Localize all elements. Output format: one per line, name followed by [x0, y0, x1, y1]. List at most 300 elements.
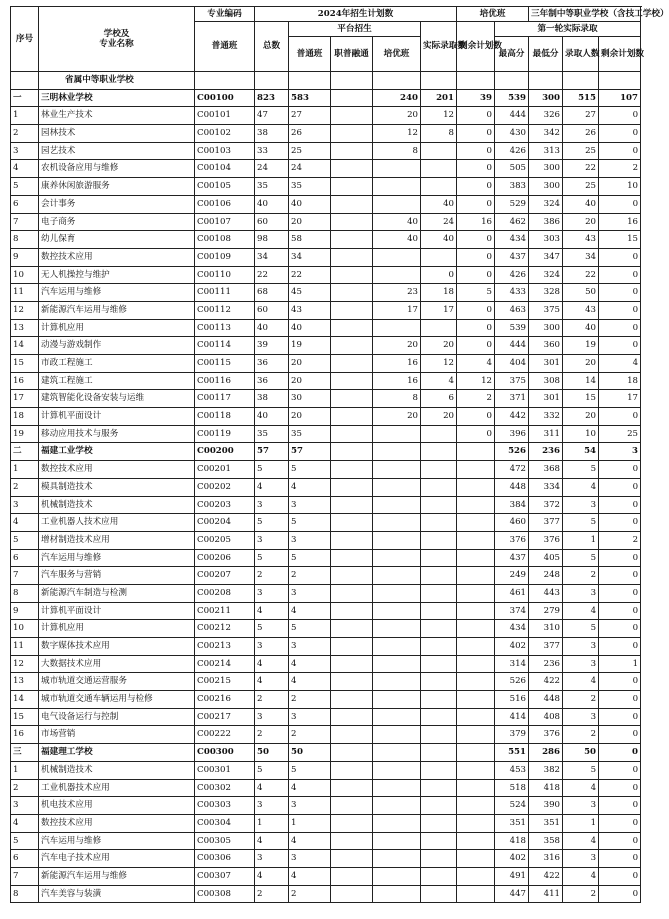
- training-actual: 40: [421, 195, 457, 213]
- major-code: C00215: [195, 673, 255, 691]
- table-row: [11, 602, 641, 620]
- major-name: 汽车服务与营销: [39, 567, 195, 585]
- remaining-plan: 0: [599, 337, 641, 355]
- plan-training: [373, 797, 421, 815]
- training-remaining: [457, 567, 495, 585]
- score-min: 334: [529, 478, 563, 496]
- plan-vocational: [331, 266, 373, 284]
- table-row: [11, 284, 641, 302]
- score-min: 310: [529, 620, 563, 638]
- row-index: 3: [11, 496, 39, 514]
- remaining-plan: 2: [599, 160, 641, 178]
- table-row: [11, 584, 641, 602]
- plan-training: [373, 584, 421, 602]
- training-remaining: 0: [457, 337, 495, 355]
- plan-normal: 5: [289, 461, 331, 479]
- training-actual: [421, 885, 457, 903]
- major-name: 康养休闲旅游服务: [39, 178, 195, 196]
- plan-vocational: [331, 814, 373, 832]
- enrolled-count: 2: [563, 567, 599, 585]
- plan-total: 5: [255, 620, 289, 638]
- training-actual: [421, 584, 457, 602]
- score-max: 526: [495, 443, 529, 461]
- enrolled-count: 2: [563, 726, 599, 744]
- row-index: 5: [11, 178, 39, 196]
- remaining-plan: 0: [599, 567, 641, 585]
- table-row: [11, 832, 641, 850]
- remaining-plan: 0: [599, 673, 641, 691]
- major-name: 数控技术应用: [39, 461, 195, 479]
- major-code: C00114: [195, 337, 255, 355]
- row-index: 6: [11, 195, 39, 213]
- plan-vocational: [331, 107, 373, 125]
- row-index: 14: [11, 691, 39, 709]
- training-actual: 0: [421, 266, 457, 284]
- plan-training: 8: [373, 390, 421, 408]
- score-min: 328: [529, 284, 563, 302]
- plan-total: 1: [255, 814, 289, 832]
- enrolled-count: 4: [563, 832, 599, 850]
- plan-total: 5: [255, 514, 289, 532]
- remaining-plan: 0: [599, 461, 641, 479]
- plan-normal: 5: [289, 620, 331, 638]
- major-code: C00116: [195, 372, 255, 390]
- major-name: 汽车运用与维修: [39, 832, 195, 850]
- training-actual: [421, 478, 457, 496]
- training-remaining: [457, 779, 495, 797]
- remaining-plan: 0: [599, 691, 641, 709]
- major-name: 新能源汽车制造与检测: [39, 584, 195, 602]
- enrolled-count: 2: [563, 885, 599, 903]
- training-remaining: [457, 443, 495, 461]
- enrolled-count: 15: [563, 390, 599, 408]
- major-code: C00206: [195, 549, 255, 567]
- plan-normal: 3: [289, 850, 331, 868]
- score-max: 437: [495, 549, 529, 567]
- score-max: 375: [495, 372, 529, 390]
- remaining-plan: 0: [599, 301, 641, 319]
- plan-vocational: [331, 372, 373, 390]
- score-min: 248: [529, 567, 563, 585]
- plan-vocational: [331, 461, 373, 479]
- score-min: 351: [529, 814, 563, 832]
- training-actual: 20: [421, 408, 457, 426]
- remaining-plan: 0: [599, 761, 641, 779]
- table-row: [11, 125, 641, 143]
- remaining-plan: 0: [599, 620, 641, 638]
- plan-vocational: [331, 425, 373, 443]
- row-index: 5: [11, 531, 39, 549]
- plan-training: [373, 655, 421, 673]
- training-actual: [421, 178, 457, 196]
- row-index: 2: [11, 478, 39, 496]
- score-max: 418: [495, 832, 529, 850]
- training-actual: [421, 514, 457, 532]
- plan-training: [373, 779, 421, 797]
- major-name: 新能源汽车运用与维修: [39, 301, 195, 319]
- training-actual: [421, 744, 457, 762]
- score-min: 300: [529, 319, 563, 337]
- row-index: 15: [11, 355, 39, 373]
- plan-normal: 20: [289, 372, 331, 390]
- training-remaining: 0: [457, 408, 495, 426]
- table-row: [11, 620, 641, 638]
- remaining-plan: 18: [599, 372, 641, 390]
- enrolled-count: 3: [563, 496, 599, 514]
- major-code: C00204: [195, 514, 255, 532]
- training-actual: 24: [421, 213, 457, 231]
- plan-total: 3: [255, 797, 289, 815]
- score-min: 316: [529, 850, 563, 868]
- table-row: [11, 691, 641, 709]
- score-max: 472: [495, 461, 529, 479]
- score-min: 300: [529, 178, 563, 196]
- table-row: [11, 867, 641, 885]
- plan-normal: 20: [289, 213, 331, 231]
- table-row: [11, 496, 641, 514]
- plan-total: 4: [255, 867, 289, 885]
- score-min: 300: [529, 160, 563, 178]
- table-row: [11, 514, 641, 532]
- plan-training: [373, 496, 421, 514]
- training-remaining: 0: [457, 142, 495, 160]
- score-min: 390: [529, 797, 563, 815]
- major-name: 市政工程施工: [39, 355, 195, 373]
- major-code: C00102: [195, 125, 255, 143]
- plan-total: 39: [255, 337, 289, 355]
- training-actual: [421, 691, 457, 709]
- table-row: [11, 797, 641, 815]
- header-code-sub: 普通班: [195, 22, 255, 72]
- major-name: 幼儿保育: [39, 231, 195, 249]
- score-min: 311: [529, 425, 563, 443]
- training-remaining: 0: [457, 160, 495, 178]
- plan-vocational: [331, 231, 373, 249]
- major-name: 福建理工学校: [39, 744, 195, 762]
- remaining-plan: 15: [599, 231, 641, 249]
- score-min: 376: [529, 531, 563, 549]
- major-name: 园艺技术: [39, 142, 195, 160]
- enrolled-count: 22: [563, 160, 599, 178]
- plan-total: 36: [255, 355, 289, 373]
- plan-normal: 34: [289, 248, 331, 266]
- plan-vocational: [331, 655, 373, 673]
- plan-total: 4: [255, 602, 289, 620]
- training-actual: [421, 779, 457, 797]
- enrolled-count: 43: [563, 231, 599, 249]
- row-index: 8: [11, 584, 39, 602]
- plan-vocational: [331, 602, 373, 620]
- plan-normal: 4: [289, 673, 331, 691]
- table-row: [11, 142, 641, 160]
- table-row: [11, 372, 641, 390]
- enrolled-count: 20: [563, 408, 599, 426]
- major-code: C00208: [195, 584, 255, 602]
- header-plan-group: 2024年招生计划数: [255, 7, 457, 22]
- header-platform: 平台招生: [289, 22, 421, 37]
- score-max: 371: [495, 390, 529, 408]
- training-actual: 8: [421, 125, 457, 143]
- row-index: 16: [11, 372, 39, 390]
- plan-vocational: [331, 726, 373, 744]
- enrolled-count: 515: [563, 89, 599, 107]
- row-index: 18: [11, 408, 39, 426]
- training-actual: [421, 832, 457, 850]
- row-index: 8: [11, 231, 39, 249]
- major-name: 数控技术应用: [39, 248, 195, 266]
- table-row: [11, 478, 641, 496]
- training-actual: [421, 549, 457, 567]
- plan-vocational: [331, 832, 373, 850]
- row-index: 10: [11, 266, 39, 284]
- plan-vocational: [331, 867, 373, 885]
- score-min: 360: [529, 337, 563, 355]
- table-row: [11, 531, 641, 549]
- score-min: 300: [529, 89, 563, 107]
- major-name: 数控技术应用: [39, 814, 195, 832]
- score-max: 463: [495, 301, 529, 319]
- remaining-plan: 0: [599, 319, 641, 337]
- row-index: 二: [11, 443, 39, 461]
- score-min: 326: [529, 107, 563, 125]
- plan-training: [373, 814, 421, 832]
- score-max: 516: [495, 691, 529, 709]
- plan-training: 17: [373, 301, 421, 319]
- header-round-group: 三年制中等职业学校（含技工学校）: [529, 7, 641, 22]
- plan-training: 8: [373, 142, 421, 160]
- enrolled-count: 27: [563, 107, 599, 125]
- plan-total: 3: [255, 708, 289, 726]
- major-name: 计算机平面设计: [39, 602, 195, 620]
- training-actual: 4: [421, 372, 457, 390]
- plan-normal: 4: [289, 832, 331, 850]
- row-index: 12: [11, 301, 39, 319]
- plan-training: 16: [373, 372, 421, 390]
- row-index: 一: [11, 89, 39, 107]
- score-min: 377: [529, 638, 563, 656]
- remaining-plan: 0: [599, 248, 641, 266]
- major-code: C00212: [195, 620, 255, 638]
- plan-training: [373, 514, 421, 532]
- plan-vocational: [331, 673, 373, 691]
- plan-total: 35: [255, 178, 289, 196]
- plan-normal: 4: [289, 655, 331, 673]
- table-body: [11, 72, 641, 903]
- remaining-plan: 0: [599, 602, 641, 620]
- score-max: 404: [495, 355, 529, 373]
- header-rest: 剩余计划数: [599, 37, 641, 72]
- plan-training: 240: [373, 89, 421, 107]
- plan-training: [373, 673, 421, 691]
- plan-normal: 25: [289, 142, 331, 160]
- score-max: 460: [495, 514, 529, 532]
- score-max: 437: [495, 248, 529, 266]
- major-code: C00207: [195, 567, 255, 585]
- enrolled-count: 4: [563, 602, 599, 620]
- remaining-plan: 0: [599, 284, 641, 302]
- training-remaining: 0: [457, 301, 495, 319]
- plan-normal: 19: [289, 337, 331, 355]
- score-max: 461: [495, 584, 529, 602]
- major-code: C00308: [195, 885, 255, 903]
- plan-vocational: [331, 390, 373, 408]
- table-row: [11, 248, 641, 266]
- plan-normal: 3: [289, 531, 331, 549]
- plan-normal: 4: [289, 867, 331, 885]
- header-round-sub: 第一轮实际录取: [495, 22, 641, 37]
- score-min: 372: [529, 496, 563, 514]
- table-row: [11, 107, 641, 125]
- row-index: 11: [11, 638, 39, 656]
- training-actual: [421, 160, 457, 178]
- plan-total: 5: [255, 549, 289, 567]
- remaining-plan: 0: [599, 638, 641, 656]
- training-remaining: [457, 832, 495, 850]
- plan-vocational: [331, 638, 373, 656]
- plan-vocational: [331, 850, 373, 868]
- remaining-plan: 0: [599, 478, 641, 496]
- training-actual: [421, 602, 457, 620]
- remaining-plan: 0: [599, 814, 641, 832]
- table-row: [11, 213, 641, 231]
- header-code-group: 专业编码: [195, 7, 255, 22]
- score-max: 383: [495, 178, 529, 196]
- remaining-plan: 0: [599, 726, 641, 744]
- plan-training: [373, 691, 421, 709]
- major-code: C00302: [195, 779, 255, 797]
- training-actual: [421, 638, 457, 656]
- plan-total: 2: [255, 726, 289, 744]
- table-row: [11, 231, 641, 249]
- major-name: 模具制造技术: [39, 478, 195, 496]
- training-remaining: [457, 867, 495, 885]
- plan-total: 36: [255, 372, 289, 390]
- plan-vocational: [331, 142, 373, 160]
- score-min: 313: [529, 142, 563, 160]
- major-name: 数字媒体技术应用: [39, 638, 195, 656]
- plan-total: 35: [255, 425, 289, 443]
- table-row: [11, 461, 641, 479]
- row-index: 7: [11, 867, 39, 885]
- major-name: 建筑工程施工: [39, 372, 195, 390]
- enrolled-count: 50: [563, 744, 599, 762]
- row-index: 1: [11, 761, 39, 779]
- enrolled-count: 34: [563, 248, 599, 266]
- header-school-major: 学校及 专业名称: [39, 7, 195, 72]
- training-remaining: [457, 531, 495, 549]
- training-actual: 6: [421, 390, 457, 408]
- major-name: 电气设备运行与控制: [39, 708, 195, 726]
- training-actual: 20: [421, 337, 457, 355]
- plan-total: 40: [255, 195, 289, 213]
- training-remaining: [457, 726, 495, 744]
- table-row: [11, 708, 641, 726]
- plan-normal: 5: [289, 761, 331, 779]
- enrolled-count: 4: [563, 779, 599, 797]
- score-min: 236: [529, 443, 563, 461]
- plan-total: 38: [255, 390, 289, 408]
- plan-training: 20: [373, 337, 421, 355]
- header-max: 最高分: [495, 37, 529, 72]
- major-name: 市场营销: [39, 726, 195, 744]
- training-remaining: 0: [457, 425, 495, 443]
- training-remaining: [457, 708, 495, 726]
- header-enrolled: 录取人数: [563, 37, 599, 72]
- enrolled-count: 5: [563, 620, 599, 638]
- enrolled-count: 3: [563, 850, 599, 868]
- table-row: [11, 178, 641, 196]
- row-index: 4: [11, 814, 39, 832]
- table-row: [11, 814, 641, 832]
- training-remaining: 0: [457, 178, 495, 196]
- training-remaining: [457, 673, 495, 691]
- plan-total: 3: [255, 638, 289, 656]
- plan-total: 3: [255, 496, 289, 514]
- header-remaining: 剩余计划数: [457, 22, 495, 72]
- plan-total: 47: [255, 107, 289, 125]
- remaining-plan: 0: [599, 514, 641, 532]
- table-row: [11, 673, 641, 691]
- score-max: 379: [495, 726, 529, 744]
- plan-normal: 35: [289, 178, 331, 196]
- plan-total: 4: [255, 478, 289, 496]
- training-remaining: 0: [457, 107, 495, 125]
- score-min: 377: [529, 514, 563, 532]
- major-name: 机电技术应用: [39, 797, 195, 815]
- remaining-plan: 0: [599, 266, 641, 284]
- row-index: 2: [11, 125, 39, 143]
- training-actual: [421, 814, 457, 832]
- score-min: 448: [529, 691, 563, 709]
- training-remaining: 0: [457, 125, 495, 143]
- table-row: [11, 549, 641, 567]
- table-row: [11, 726, 641, 744]
- plan-normal: 3: [289, 708, 331, 726]
- header-training-group: 培优班: [457, 7, 529, 22]
- plan-training: [373, 531, 421, 549]
- training-remaining: [457, 620, 495, 638]
- score-max: 376: [495, 531, 529, 549]
- major-name: 计算机应用: [39, 620, 195, 638]
- major-name: 大数据技术应用: [39, 655, 195, 673]
- plan-vocational: [331, 248, 373, 266]
- score-max: 434: [495, 620, 529, 638]
- score-min: 405: [529, 549, 563, 567]
- header-normal: 普通班: [289, 37, 331, 72]
- training-remaining: [457, 797, 495, 815]
- remaining-plan: 0: [599, 797, 641, 815]
- plan-vocational: [331, 567, 373, 585]
- training-remaining: [457, 691, 495, 709]
- training-remaining: 2: [457, 390, 495, 408]
- enrolled-count: 25: [563, 142, 599, 160]
- plan-normal: 3: [289, 797, 331, 815]
- training-actual: [421, 655, 457, 673]
- training-remaining: [457, 496, 495, 514]
- table-row: [11, 390, 641, 408]
- score-max: 249: [495, 567, 529, 585]
- table-row: [11, 195, 641, 213]
- score-min: 411: [529, 885, 563, 903]
- table-row: [11, 638, 641, 656]
- training-actual: 201: [421, 89, 457, 107]
- plan-normal: 22: [289, 266, 331, 284]
- plan-training: [373, 478, 421, 496]
- training-remaining: [457, 514, 495, 532]
- remaining-plan: 3: [599, 443, 641, 461]
- enrolled-count: 10: [563, 425, 599, 443]
- major-code: C00214: [195, 655, 255, 673]
